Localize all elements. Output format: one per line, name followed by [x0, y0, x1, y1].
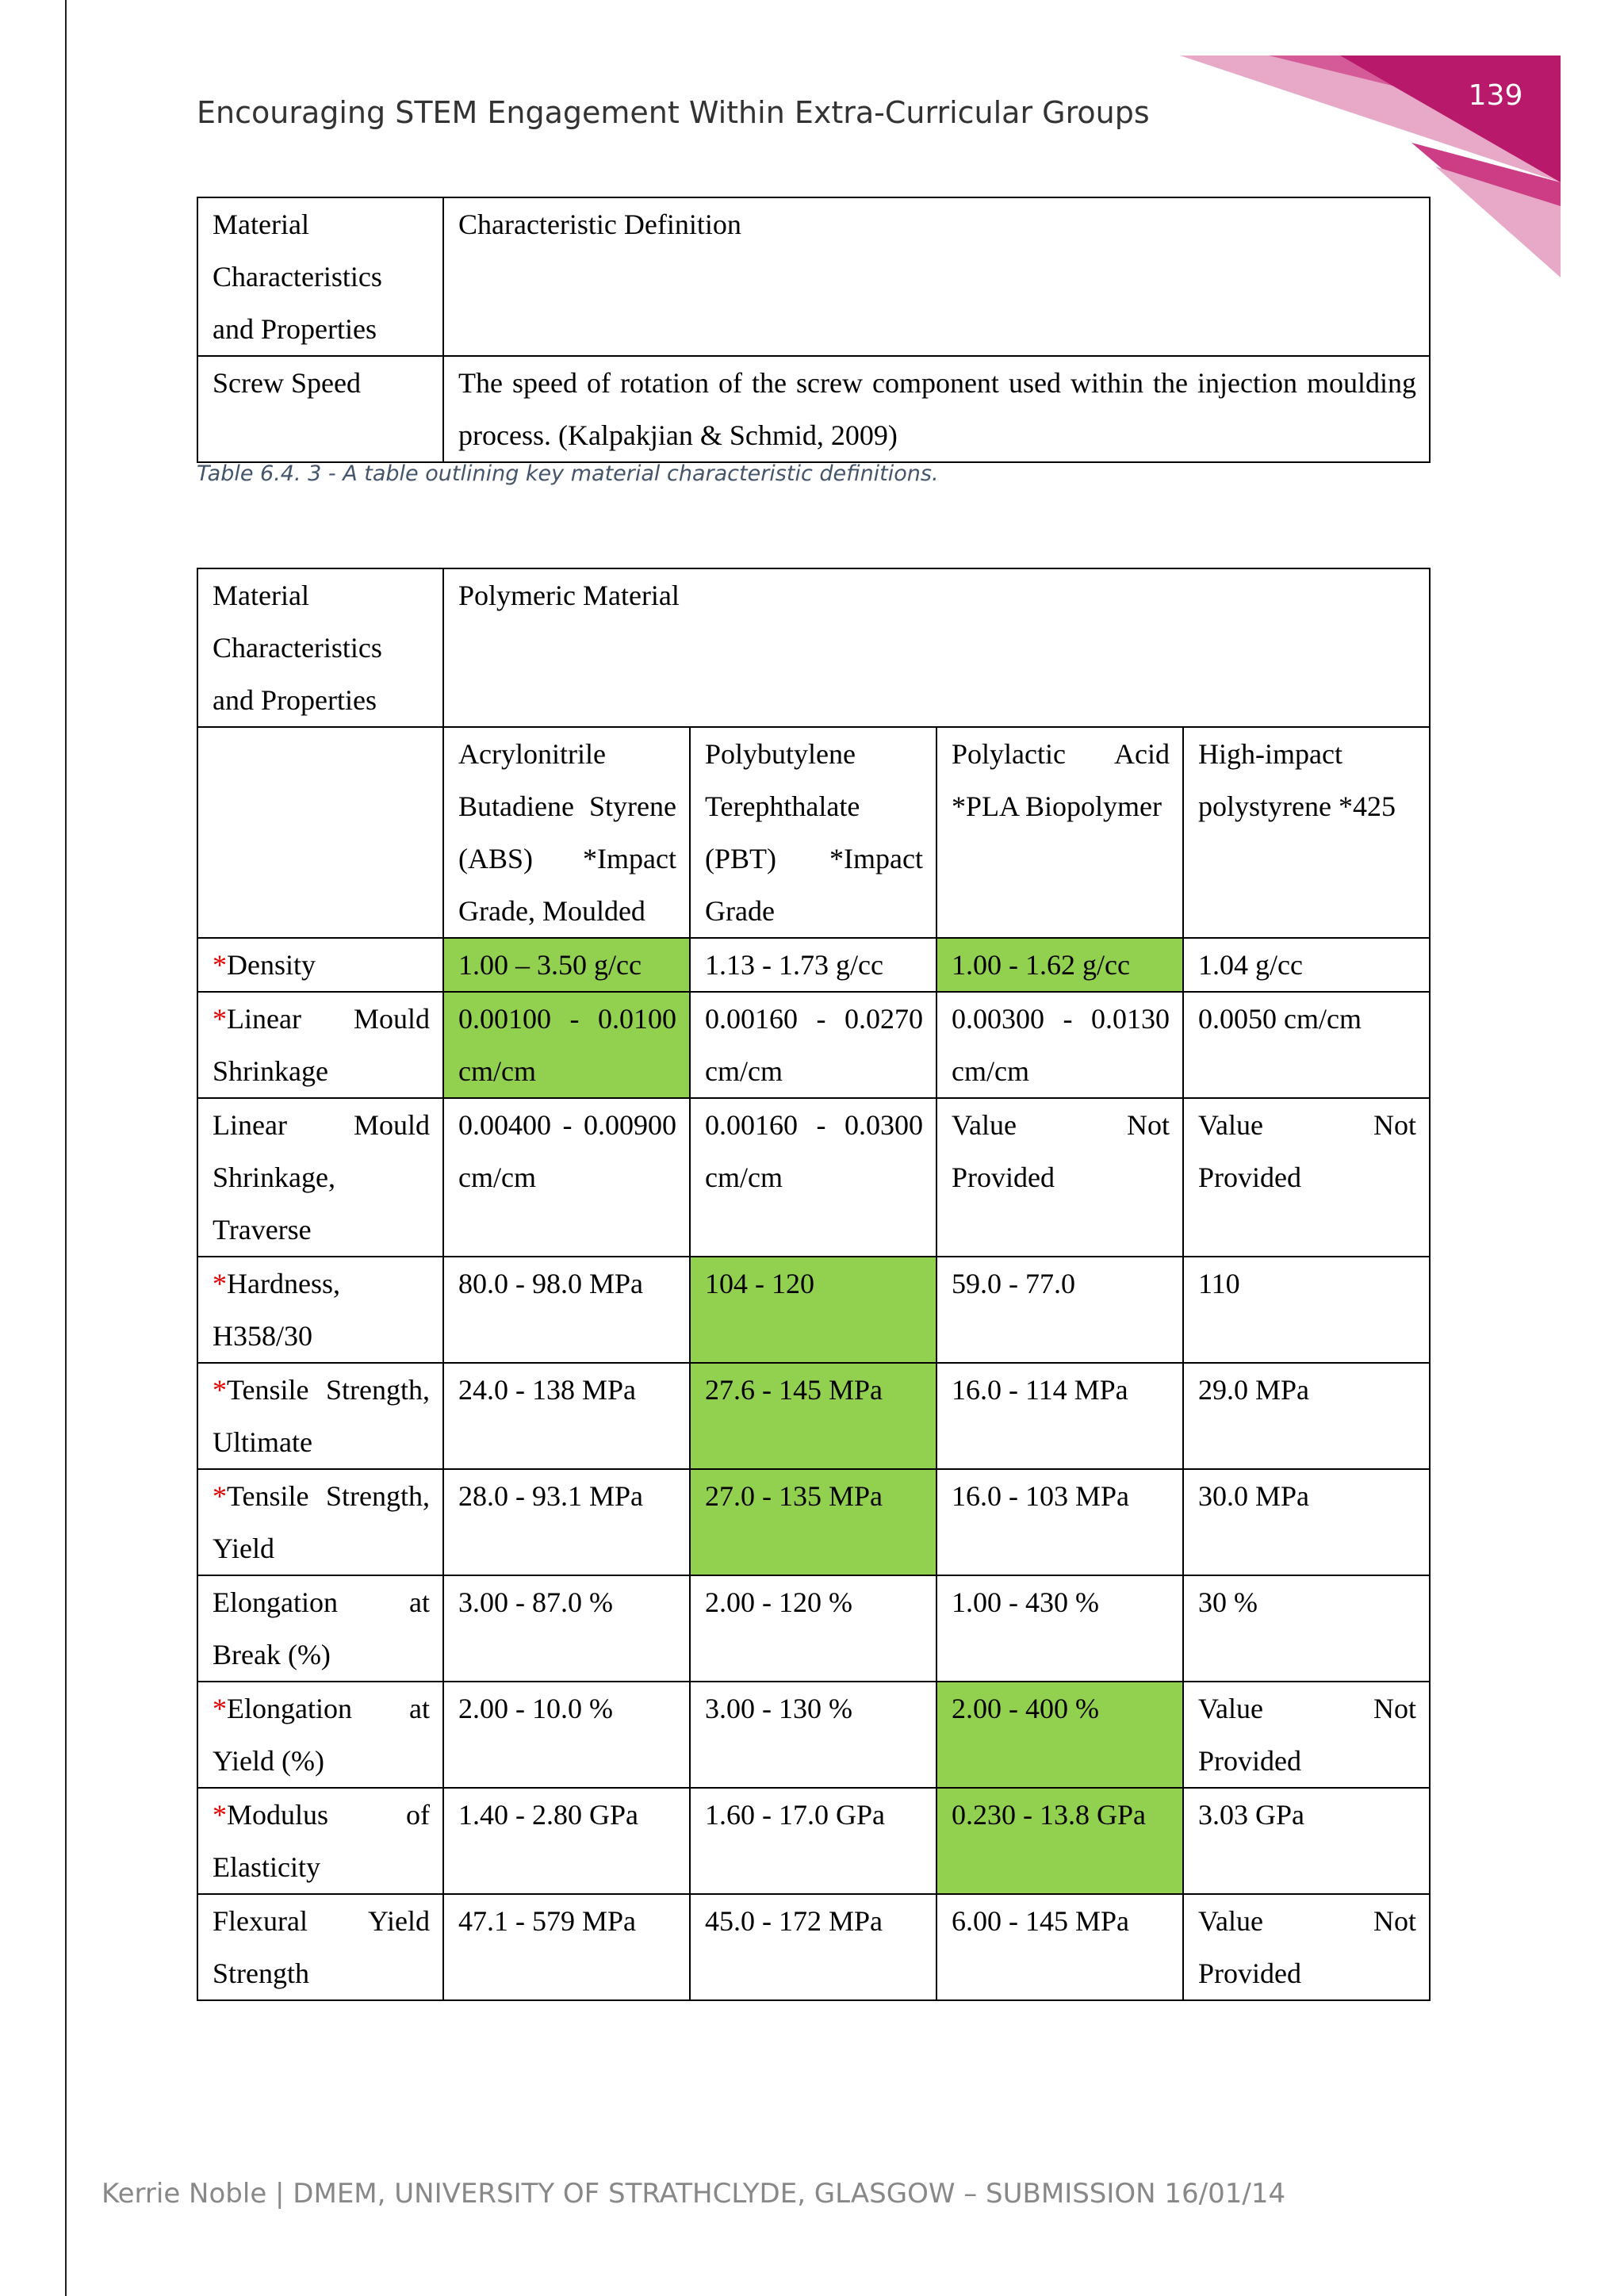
value-cell: 3.00 - 130 % [690, 1682, 936, 1788]
value-cell: 59.0 - 77.0 [936, 1257, 1183, 1363]
value-cell: 2.00 - 400 % [936, 1682, 1183, 1788]
star-marker: * [213, 1374, 227, 1406]
star-marker: * [213, 1799, 227, 1831]
table-cell: Screw Speed [197, 356, 443, 462]
table-row [197, 992, 1430, 1098]
table-cell [197, 727, 443, 938]
value-cell: 2.00 - 10.0 % [443, 1682, 690, 1788]
value-cell: 24.0 - 138 MPa [443, 1363, 690, 1469]
value-cell: 29.0 MPa [1183, 1363, 1430, 1469]
table-cell: The speed of rotation of the screw component used within the injection moulding process. (Kalpakjian & Schmid, 2009) [443, 356, 1430, 462]
running-header: Encouraging STEM Engagement Within Extra-Curricular Groups [197, 95, 1150, 130]
table-header-cell: Characteristic Definition [443, 197, 1430, 356]
property-label-cell [197, 992, 443, 1098]
property-label: Linear Mould Shrinkage [213, 1003, 430, 1087]
property-label: Hardness, H358/30 [213, 1268, 340, 1352]
left-margin-rule [65, 0, 67, 2296]
property-label: Elongation at Yield (%) [213, 1693, 430, 1777]
table-row [197, 1575, 1430, 1682]
property-label-cell [197, 1894, 443, 2000]
value-cell: 47.1 - 579 MPa [443, 1894, 690, 2000]
value-cell: 80.0 - 98.0 MPa [443, 1257, 690, 1363]
star-marker: * [213, 949, 227, 981]
table-row [197, 1469, 1430, 1575]
property-label: Modulus of Elasticity [213, 1799, 430, 1883]
star-marker: * [213, 1003, 227, 1035]
value-cell: 1.00 - 430 % [936, 1575, 1183, 1682]
table-row [197, 727, 1430, 938]
property-label-cell [197, 1575, 443, 1682]
property-label-cell [197, 1363, 443, 1469]
star-marker: * [213, 1268, 227, 1299]
value-cell: 0.00160 - 0.0270 cm/cm [690, 992, 936, 1098]
material-header-cell: Polybutylene Terephthalate (PBT) *Impact Grade [690, 727, 936, 938]
value-cell: 0.0050 cm/cm [1183, 992, 1430, 1098]
material-header-cell: Polylactic Acid *PLA Biopolymer [936, 727, 1183, 938]
material-header-cell: Acrylonitrile Butadiene Styrene (ABS) *Impact Grade, Moulded [443, 727, 690, 938]
value-cell: 6.00 - 145 MPa [936, 1894, 1183, 2000]
value-cell: 27.0 - 135 MPa [690, 1469, 936, 1575]
value-cell: 16.0 - 114 MPa [936, 1363, 1183, 1469]
table-row [197, 356, 1430, 462]
table-row [197, 938, 1430, 992]
value-cell: Value Not Provided [1183, 1098, 1430, 1257]
value-cell: 16.0 - 103 MPa [936, 1469, 1183, 1575]
material-header-cell: High-impact polystyrene *425 [1183, 727, 1430, 938]
table-row [197, 1682, 1430, 1788]
materials-table [197, 568, 1431, 2001]
value-cell: 27.6 - 145 MPa [690, 1363, 936, 1469]
table-row [197, 1363, 1430, 1469]
star-marker: * [213, 1480, 227, 1512]
value-cell: 0.00300 - 0.0130 cm/cm [936, 992, 1183, 1098]
value-cell: 30 % [1183, 1575, 1430, 1682]
value-cell: 0.230 - 13.8 GPa [936, 1788, 1183, 1894]
property-label-cell [197, 1788, 443, 1894]
definitions-table [197, 197, 1431, 463]
value-cell: 0.00100 - 0.0100 cm/cm [443, 992, 690, 1098]
value-cell: 30.0 MPa [1183, 1469, 1430, 1575]
value-cell: 2.00 - 120 % [690, 1575, 936, 1682]
property-label-cell [197, 1257, 443, 1363]
table-row [197, 197, 1430, 356]
property-label-cell [197, 1682, 443, 1788]
property-label: Tensile Strength, Ultimate [213, 1374, 430, 1458]
table-row [197, 568, 1430, 727]
value-cell: 0.00160 - 0.0300 cm/cm [690, 1098, 936, 1257]
value-cell: 3.03 GPa [1183, 1788, 1430, 1894]
value-cell: 0.00400 - 0.00900 cm/cm [443, 1098, 690, 1257]
table-row [197, 1098, 1430, 1257]
value-cell: 104 - 120 [690, 1257, 936, 1363]
value-cell: 45.0 - 172 MPa [690, 1894, 936, 2000]
table-caption: Table 6.4. 3 - A table outlining key material characteristic definitions. [197, 461, 939, 486]
value-cell: Value Not Provided [1183, 1682, 1430, 1788]
value-cell: 110 [1183, 1257, 1430, 1363]
property-label-cell [197, 1098, 443, 1257]
table-header-cell: Material Characteristics and Properties [197, 568, 443, 727]
value-cell: 1.00 – 3.50 g/cc [443, 938, 690, 992]
value-cell: 1.60 - 17.0 GPa [690, 1788, 936, 1894]
table-row [197, 1894, 1430, 2000]
property-label-cell [197, 938, 443, 992]
table-header-cell: Material Characteristics and Properties [197, 197, 443, 356]
table-header-cell: Polymeric Material [443, 568, 1430, 727]
page-footer: Kerrie Noble | DMEM, UNIVERSITY OF STRATHCLYDE, GLASGOW – SUBMISSION 16/01/14 [102, 2178, 1286, 2210]
value-cell: 3.00 - 87.0 % [443, 1575, 690, 1682]
property-label: Flexural Yield Strength [213, 1905, 430, 1989]
table-row [197, 1788, 1430, 1894]
property-label: Density [227, 949, 316, 981]
materials-table-body [197, 938, 1430, 2000]
property-label: Linear Mould Shrinkage, Traverse [213, 1109, 430, 1246]
value-cell: 1.13 - 1.73 g/cc [690, 938, 936, 992]
star-marker: * [213, 1693, 227, 1724]
page-number: 139 [1468, 79, 1523, 112]
property-label-cell [197, 1469, 443, 1575]
property-label: Elongation at Break (%) [213, 1586, 430, 1670]
table-row [197, 1257, 1430, 1363]
property-label: Tensile Strength, Yield [213, 1480, 430, 1564]
value-cell: 1.00 - 1.62 g/cc [936, 938, 1183, 992]
value-cell: 1.04 g/cc [1183, 938, 1430, 992]
value-cell: Value Not Provided [936, 1098, 1183, 1257]
value-cell: 1.40 - 2.80 GPa [443, 1788, 690, 1894]
value-cell: 28.0 - 93.1 MPa [443, 1469, 690, 1575]
value-cell: Value Not Provided [1183, 1894, 1430, 2000]
